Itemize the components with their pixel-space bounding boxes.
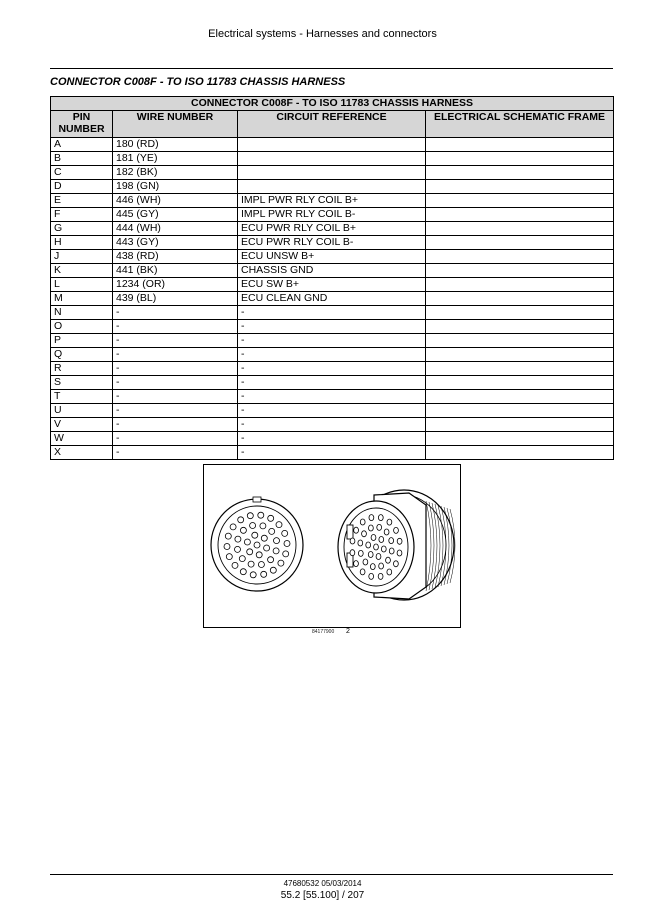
circuit-cell xyxy=(238,152,426,166)
pin-cell: A xyxy=(51,138,113,152)
pin-socket xyxy=(252,532,258,538)
pin-socket xyxy=(397,550,402,556)
pin-cell: F xyxy=(51,208,113,222)
circuit-cell: - xyxy=(238,432,426,446)
schematic-cell xyxy=(426,264,614,278)
wire-cell: - xyxy=(113,306,238,320)
pin-socket xyxy=(374,544,379,550)
circuit-cell: - xyxy=(238,320,426,334)
circuit-cell: ECU PWR RLY COIL B- xyxy=(238,236,426,250)
pin-socket xyxy=(363,559,368,565)
table-row xyxy=(51,404,614,418)
circuit-cell: - xyxy=(238,376,426,390)
header-circuit-reference: CIRCUIT REFERENCE xyxy=(238,111,426,138)
wire-cell: 444 (WH) xyxy=(113,222,238,236)
wire-cell: 445 (GY) xyxy=(113,208,238,222)
schematic-cell xyxy=(426,334,614,348)
pin-socket xyxy=(248,561,254,567)
circuit-cell xyxy=(238,166,426,180)
wire-cell: - xyxy=(113,404,238,418)
pin-socket xyxy=(224,544,230,550)
schematic-cell xyxy=(426,362,614,376)
circuit-cell: - xyxy=(238,446,426,460)
pin-socket xyxy=(226,554,232,560)
pin-cell: Q xyxy=(51,348,113,362)
circuit-cell: - xyxy=(238,306,426,320)
pin-socket xyxy=(254,542,260,548)
pin-socket xyxy=(235,536,241,542)
circuit-cell: ECU SW B+ xyxy=(238,278,426,292)
pin-socket xyxy=(268,557,274,563)
wire-cell: - xyxy=(113,446,238,460)
header-rule xyxy=(50,68,613,69)
pin-cell: P xyxy=(51,334,113,348)
wire-cell: - xyxy=(113,320,238,334)
wire-cell: - xyxy=(113,348,238,362)
circuit-cell: - xyxy=(238,390,426,404)
pin-socket xyxy=(384,529,389,535)
pin-socket xyxy=(381,546,386,552)
thread-line xyxy=(441,506,446,586)
connector-face-view xyxy=(211,497,303,591)
pin-socket xyxy=(386,557,391,563)
schematic-cell xyxy=(426,418,614,432)
pin-socket xyxy=(387,519,392,525)
pin-socket xyxy=(282,530,288,536)
pin-socket xyxy=(379,537,384,543)
pin-cell: B xyxy=(51,152,113,166)
schematic-cell xyxy=(426,236,614,250)
table-row xyxy=(51,138,614,152)
pin-socket xyxy=(379,563,384,569)
pin-socket xyxy=(360,519,365,525)
circuit-cell xyxy=(238,138,426,152)
pin-cell: N xyxy=(51,306,113,320)
connector-table xyxy=(50,96,614,460)
circuit-cell xyxy=(238,180,426,194)
pin-socket xyxy=(369,525,374,531)
footer-rule xyxy=(50,874,613,875)
wire-cell: 182 (BK) xyxy=(113,166,238,180)
table-row xyxy=(51,306,614,320)
footer-doc-ref: 47680532 05/03/2014 xyxy=(283,879,362,888)
circuit-cell: ECU PWR RLY COIL B+ xyxy=(238,222,426,236)
pin-socket xyxy=(232,562,238,568)
schematic-cell xyxy=(426,404,614,418)
schematic-cell xyxy=(426,348,614,362)
pin-socket xyxy=(268,515,274,521)
pin-cell: U xyxy=(51,404,113,418)
table-row xyxy=(51,236,614,250)
pin-socket xyxy=(239,556,245,562)
table-row xyxy=(51,208,614,222)
pin-socket xyxy=(256,552,262,558)
pin-socket xyxy=(225,533,231,539)
pin-socket xyxy=(387,569,392,575)
section-title: CONNECTOR C008F - TO ISO 11783 CHASSIS HARNESS xyxy=(50,76,346,88)
pin-socket xyxy=(283,551,289,557)
circuit-cell: IMPL PWR RLY COIL B+ xyxy=(238,194,426,208)
pin-socket xyxy=(284,541,290,547)
footer-page-ref: 55.2 [55.100] / 207 xyxy=(280,890,365,901)
wire-cell: - xyxy=(113,390,238,404)
pin-socket xyxy=(240,569,246,575)
circuit-cell: - xyxy=(238,404,426,418)
pin-cell: H xyxy=(51,236,113,250)
pin-socket xyxy=(371,535,376,541)
pin-socket xyxy=(235,546,241,552)
pin-cell: V xyxy=(51,418,113,432)
pin-socket xyxy=(274,538,280,544)
circuit-cell: CHASSIS GND xyxy=(238,264,426,278)
table-row xyxy=(51,362,614,376)
pin-cell: E xyxy=(51,194,113,208)
pin-cell: T xyxy=(51,390,113,404)
circuit-cell: ECU UNSW B+ xyxy=(238,250,426,264)
table-row xyxy=(51,348,614,362)
connector-perspective-view xyxy=(338,490,455,600)
schematic-cell xyxy=(426,222,614,236)
pin-socket xyxy=(247,549,253,555)
header-schematic-frame: ELECTRICAL SCHEMATIC FRAME xyxy=(426,111,614,138)
pin-socket xyxy=(376,554,381,560)
pin-socket xyxy=(258,512,264,518)
pin-socket xyxy=(354,561,359,567)
circuit-cell: - xyxy=(238,348,426,362)
pin-socket xyxy=(366,542,371,548)
pin-cell: J xyxy=(51,250,113,264)
table-title: CONNECTOR C008F - TO ISO 11783 CHASSIS HARNESS xyxy=(51,97,614,111)
pin-socket xyxy=(370,564,375,570)
pin-socket xyxy=(260,523,266,529)
table-row xyxy=(51,320,614,334)
wire-cell: - xyxy=(113,334,238,348)
thread-line xyxy=(429,502,434,590)
circuit-cell: IMPL PWR RLY COIL B- xyxy=(238,208,426,222)
header-wire-number: WIRE NUMBER xyxy=(113,111,238,138)
table-row xyxy=(51,376,614,390)
pin-cell: K xyxy=(51,264,113,278)
wire-cell: 180 (RD) xyxy=(113,138,238,152)
header-pin-number: PIN NUMBER xyxy=(51,111,113,138)
pin-socket xyxy=(258,562,264,568)
table-body xyxy=(51,138,614,460)
pin-socket xyxy=(261,535,267,541)
pin-socket xyxy=(230,524,236,530)
table-row xyxy=(51,250,614,264)
pin-socket xyxy=(378,573,383,579)
circuit-cell: - xyxy=(238,418,426,432)
pin-socket xyxy=(250,523,256,529)
schematic-cell xyxy=(426,208,614,222)
pin-socket xyxy=(269,528,275,534)
pin-cell: C xyxy=(51,166,113,180)
schematic-cell xyxy=(426,306,614,320)
pin-socket xyxy=(358,550,363,556)
table-row xyxy=(51,278,614,292)
pin-socket xyxy=(389,538,394,544)
pin-socket xyxy=(250,572,256,578)
thread-line xyxy=(435,504,440,588)
pin-socket xyxy=(378,515,383,521)
pin-socket xyxy=(369,573,374,579)
table-row xyxy=(51,166,614,180)
figure-number: 2 xyxy=(346,628,350,635)
pin-socket xyxy=(273,548,279,554)
pin-socket xyxy=(394,527,399,533)
pin-cell: R xyxy=(51,362,113,376)
schematic-cell xyxy=(426,390,614,404)
schematic-cell xyxy=(426,250,614,264)
wire-cell: 198 (GN) xyxy=(113,180,238,194)
pin-socket xyxy=(360,569,365,575)
schematic-cell xyxy=(426,194,614,208)
pin-socket xyxy=(238,517,244,523)
table-row xyxy=(51,418,614,432)
circuit-cell: ECU CLEAN GND xyxy=(238,292,426,306)
table-row xyxy=(51,194,614,208)
pin-socket xyxy=(394,561,399,567)
wire-cell: - xyxy=(113,432,238,446)
table-row xyxy=(51,152,614,166)
pin-cell: O xyxy=(51,320,113,334)
wire-cell: - xyxy=(113,418,238,432)
schematic-cell xyxy=(426,152,614,166)
table-row xyxy=(51,292,614,306)
pin-socket xyxy=(270,567,276,573)
pin-socket xyxy=(369,515,374,521)
pin-cell: X xyxy=(51,446,113,460)
pin-socket xyxy=(358,540,363,546)
table-row xyxy=(51,432,614,446)
table-row xyxy=(51,222,614,236)
circuit-cell: - xyxy=(238,334,426,348)
pin-socket xyxy=(397,538,402,544)
circuit-cell: - xyxy=(238,362,426,376)
pin-socket xyxy=(368,552,373,558)
schematic-cell xyxy=(426,180,614,194)
schematic-cell xyxy=(426,320,614,334)
schematic-cell xyxy=(426,166,614,180)
pin-socket xyxy=(377,524,382,530)
table-row xyxy=(51,264,614,278)
pin-cell: W xyxy=(51,432,113,446)
wire-cell: 446 (WH) xyxy=(113,194,238,208)
thread-line xyxy=(426,501,431,591)
table-row xyxy=(51,390,614,404)
pin-socket xyxy=(264,545,270,551)
pin-cell: D xyxy=(51,180,113,194)
wire-cell: - xyxy=(113,376,238,390)
schematic-cell xyxy=(426,278,614,292)
pin-cell: M xyxy=(51,292,113,306)
pin-socket xyxy=(261,571,267,577)
wire-cell: 181 (YE) xyxy=(113,152,238,166)
connector-illustration xyxy=(204,465,460,627)
wire-cell: 443 (GY) xyxy=(113,236,238,250)
pin-socket xyxy=(350,550,355,556)
schematic-cell xyxy=(426,432,614,446)
wire-cell: - xyxy=(113,362,238,376)
figure-code: 84177900 xyxy=(312,629,335,635)
pin-socket xyxy=(350,538,355,544)
table-row xyxy=(51,446,614,460)
pin-cell: G xyxy=(51,222,113,236)
pin-cell: L xyxy=(51,278,113,292)
wire-cell: 438 (RD) xyxy=(113,250,238,264)
schematic-cell xyxy=(426,446,614,460)
schematic-cell xyxy=(426,292,614,306)
pin-socket xyxy=(240,527,246,533)
page-header: Electrical systems - Harnesses and connectors xyxy=(208,28,437,40)
pin-socket xyxy=(389,548,394,554)
table-row xyxy=(51,334,614,348)
schematic-cell xyxy=(426,138,614,152)
pin-socket xyxy=(244,539,250,545)
pin-socket xyxy=(278,560,284,566)
wire-cell: 439 (BL) xyxy=(113,292,238,306)
table-row xyxy=(51,180,614,194)
connector-figure xyxy=(203,464,461,628)
wire-cell: 441 (BK) xyxy=(113,264,238,278)
pin-cell: S xyxy=(51,376,113,390)
pin-socket xyxy=(362,531,367,537)
pin-socket xyxy=(276,522,282,528)
pin-socket xyxy=(354,527,359,533)
pin-socket xyxy=(247,513,253,519)
schematic-cell xyxy=(426,376,614,390)
wire-cell: 1234 (OR) xyxy=(113,278,238,292)
